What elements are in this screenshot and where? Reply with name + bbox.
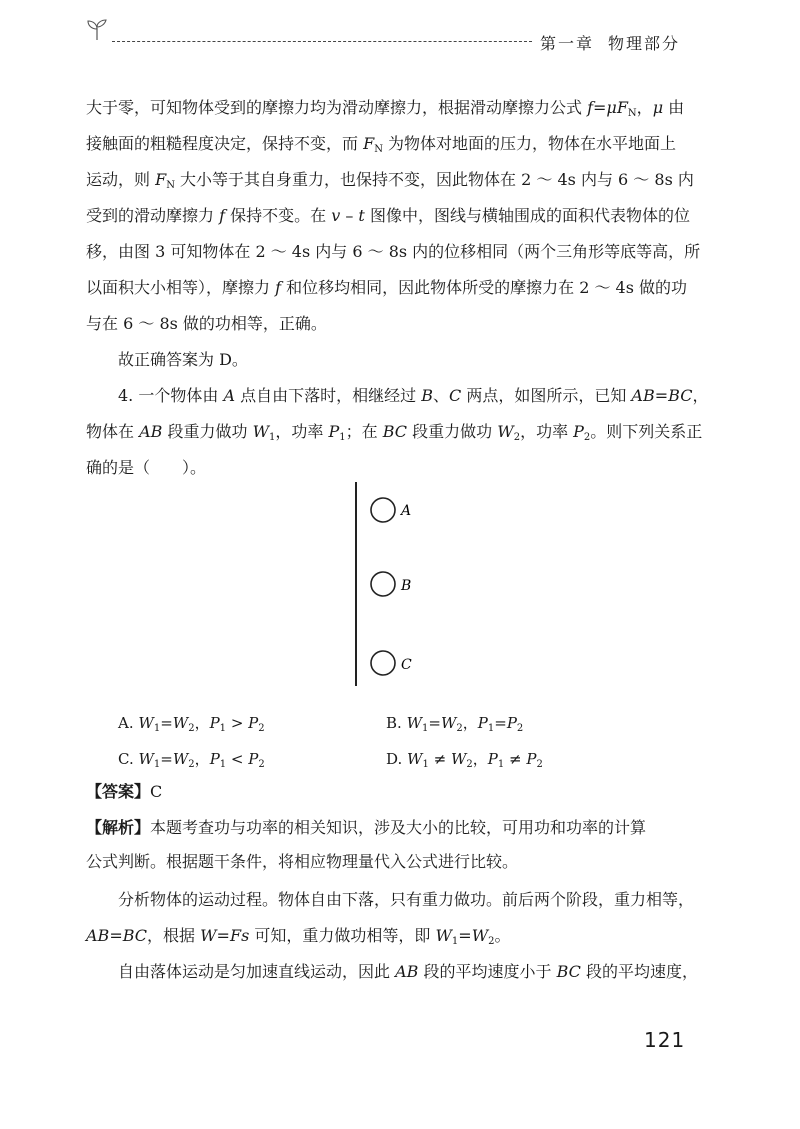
option-b[interactable]: B. $W_1=W_2$，$P_1=P_2$ [386,714,524,734]
analysis-line: AB=BC，根据 W=Fs 可知，重力做功相等，即 $W_1=W_2$。 [86,926,511,947]
paragraph-line: 受到的滑动摩擦力 f 保持不变。在 v – t 图像中，图线与横轴围成的面积代表物体的位 [86,206,690,225]
question-stem: 4. 一个物体由 A 点自由下落时，相继经过 B、C 两点，如图所示，已知 AB=BC， [118,386,709,405]
running-header [540,31,680,54]
option-d[interactable]: D. $W_1 \ne W_2$，$P_1 \ne P_2$ [386,750,543,770]
ball-position-c [371,651,395,675]
analysis-label: 【解析】 [86,818,151,837]
analysis-line: 自由落体运动是匀加速直线运动，因此 AB 段的平均速度小于 BC 段的平均速度， [118,962,698,981]
option-a[interactable]: A. $W_1=W_2$，$P_1 > P_2$ [118,714,265,734]
conclusion-line: 故正确答案为 D。 [118,350,248,369]
free-fall-figure [340,480,460,690]
paragraph-line: 与在 6 ～ 8s 做的功相等，正确。 [86,314,327,333]
label-a: A [401,503,412,519]
sprout-icon [84,16,110,42]
analysis-line: 【解析】本题考查功与功率的相关知识，涉及大小的比较，可用功和功率的计算 [86,818,647,837]
question-stem: 物体在 AB 段重力做功 $W_1$，功率 $P_1$；在 BC 段重力做功 $W_2$，功率 $P_2$。则下列关系正 [86,422,703,443]
paragraph-line: 移，由图 3 可知物体在 2 ～ 4s 内与 6 ～ 8s 内的位移相同（两个三角形等底等高，所 [86,242,701,261]
label-c: C [401,657,412,673]
analysis-line: 分析物体的运动过程。物体自由下落，只有重力做功。前后两个阶段，重力相等， [118,890,695,909]
header-rule [112,41,532,42]
ball-position-a [371,498,395,522]
answer-line [86,782,162,802]
answer-label: 【答案】 [86,782,151,801]
paragraph-line: 以面积大小相等），摩擦力 f 和位移均相同，因此物体所受的摩擦力在 2 ～ 4s 做的功 [86,278,688,297]
page-number: 121 [644,1028,686,1052]
option-c[interactable]: C. $W_1=W_2$，$P_1 < P_2$ [118,750,265,770]
question-stem: 确的是（ ）。 [86,458,207,477]
paragraph-line: 大于零，可知物体受到的摩擦力均为滑动摩擦力，根据滑动摩擦力公式 $f=\mu F_N$，μ 由 [86,98,685,119]
chapter-label: 第一章 [540,34,595,53]
paragraph-line: 接触面的粗糙程度决定，保持不变，而 $F_N$ 为物体对地面的压力，物体在水平地面上 [86,134,677,155]
label-b: B [401,578,412,594]
paragraph-line: 运动，则 $F_N$ 大小等于其自身重力，也保持不变，因此物体在 2 ～ 4s 内与 6 ～ 8s 内 [86,170,694,191]
ball-position-b [371,572,395,596]
answer-value: C [150,782,163,801]
analysis-line: 公式判断。根据题干条件，将相应物理量代入公式进行比较。 [86,852,519,871]
section-label: 物理部分 [608,34,681,53]
